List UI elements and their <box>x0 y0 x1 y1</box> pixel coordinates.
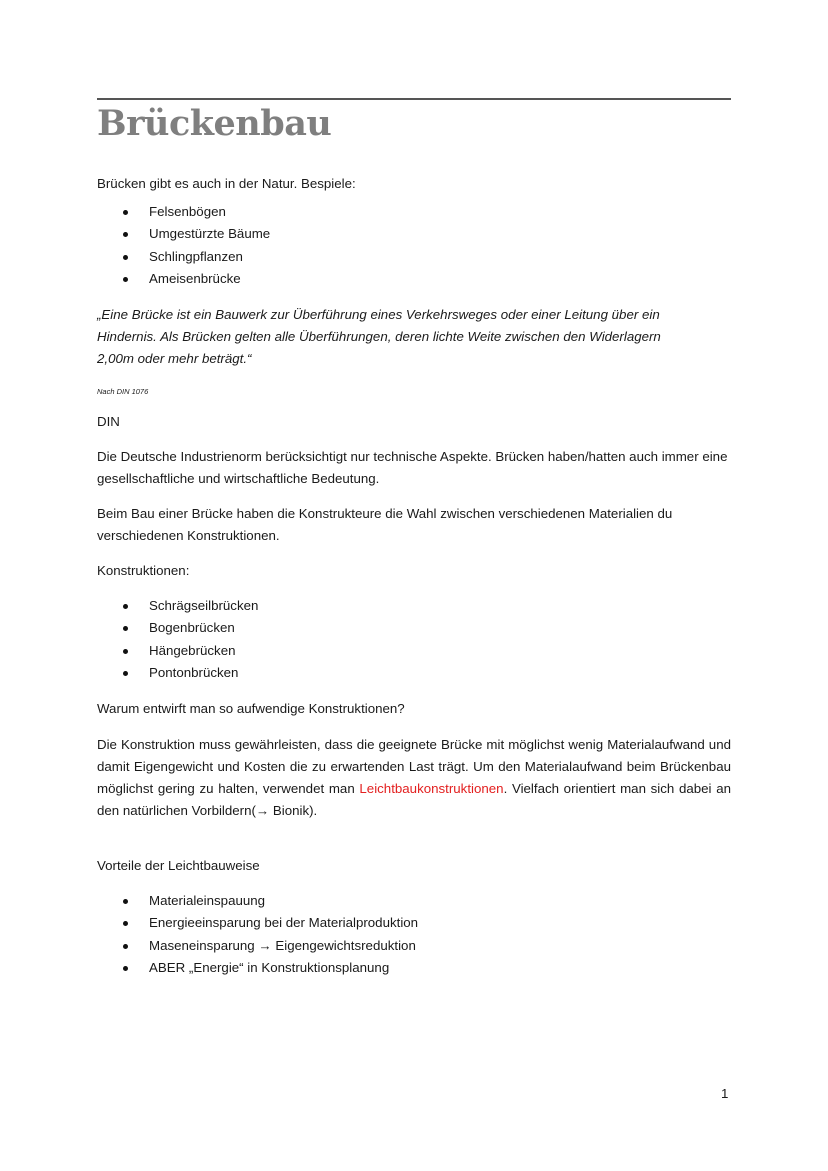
list-item: Schrägseilbrücken <box>97 595 258 617</box>
nature-examples-list <box>97 201 270 291</box>
question-text: Warum entwirft man so aufwendige Konstruktionen? <box>97 701 405 716</box>
constructions-list <box>97 595 258 685</box>
list-item: Maseneinsparung → Eigengewichtsreduktion <box>97 935 418 957</box>
definition-quote: „Eine Brücke ist ein Bauwerk zur Überführung eines Verkehrsweges oder einer Leitung über ein Hindernis. Als Brücken gelten alle Überführungen, deren lichte Weite zwischen den Widerlagern 2,00m oder mehr beträgt.“ <box>97 307 661 366</box>
list-item: Pontonbrücken <box>97 662 258 684</box>
list-item: ABER „Energie“ in Konstruktionsplanung <box>97 957 418 979</box>
intro-text: Brücken gibt es auch in der Natur. Bespiele: <box>97 176 356 191</box>
list-item: Hängebrücken <box>97 640 258 662</box>
list-item: Umgestürzte Bäume <box>97 223 270 245</box>
list-item: Felsenbögen <box>97 201 270 223</box>
list-item: Ameisenbrücke <box>97 268 270 290</box>
quote-source: Nach DIN 1076 <box>97 387 149 396</box>
list-item: Schlingpflanzen <box>97 246 270 268</box>
highlighted-term: Leichtbaukonstruktionen <box>359 781 504 796</box>
din-heading: DIN <box>97 414 120 429</box>
materials-paragraph: Beim Bau einer Brücke haben die Konstrukteure die Wahl zwischen verschiedenen Materialien du verschiedenen Konstruktionen. <box>97 506 673 543</box>
answer-paragraph <box>97 734 731 822</box>
advantages-heading: Vorteile der Leichtbauweise <box>97 858 260 873</box>
list-item: Energieeinsparung bei der Materialproduktion <box>97 912 418 934</box>
advantages-list <box>97 890 418 980</box>
page-number: 1 <box>721 1086 729 1101</box>
page-title: Brückenbau <box>97 103 332 144</box>
list-item: Materialeinspauung <box>97 890 418 912</box>
din-paragraph: Die Deutsche Industrienorm berücksichtigt nur technische Aspekte. Brücken haben/hatten auch immer eine gesellschaftliche und wirtschaftliche Bedeutung. <box>97 449 728 486</box>
list-item: Bogenbrücken <box>97 617 258 639</box>
constructions-heading: Konstruktionen: <box>97 563 190 578</box>
answer-text: Die Konstruktion muss gewährleisten, dass die geeignete Brücke mit möglichst wenig Materialaufwand und damit Eigengewicht und Kosten die zu erwartenden Last trägt. Um den Materialaufwand beim Brückenbau möglichst gering zu halten, verwendet man <box>97 737 731 796</box>
answer-text: . Vielfach orientiert man sich dabei an den natürlichen Vorbildern(→ Bionik). <box>97 781 731 818</box>
